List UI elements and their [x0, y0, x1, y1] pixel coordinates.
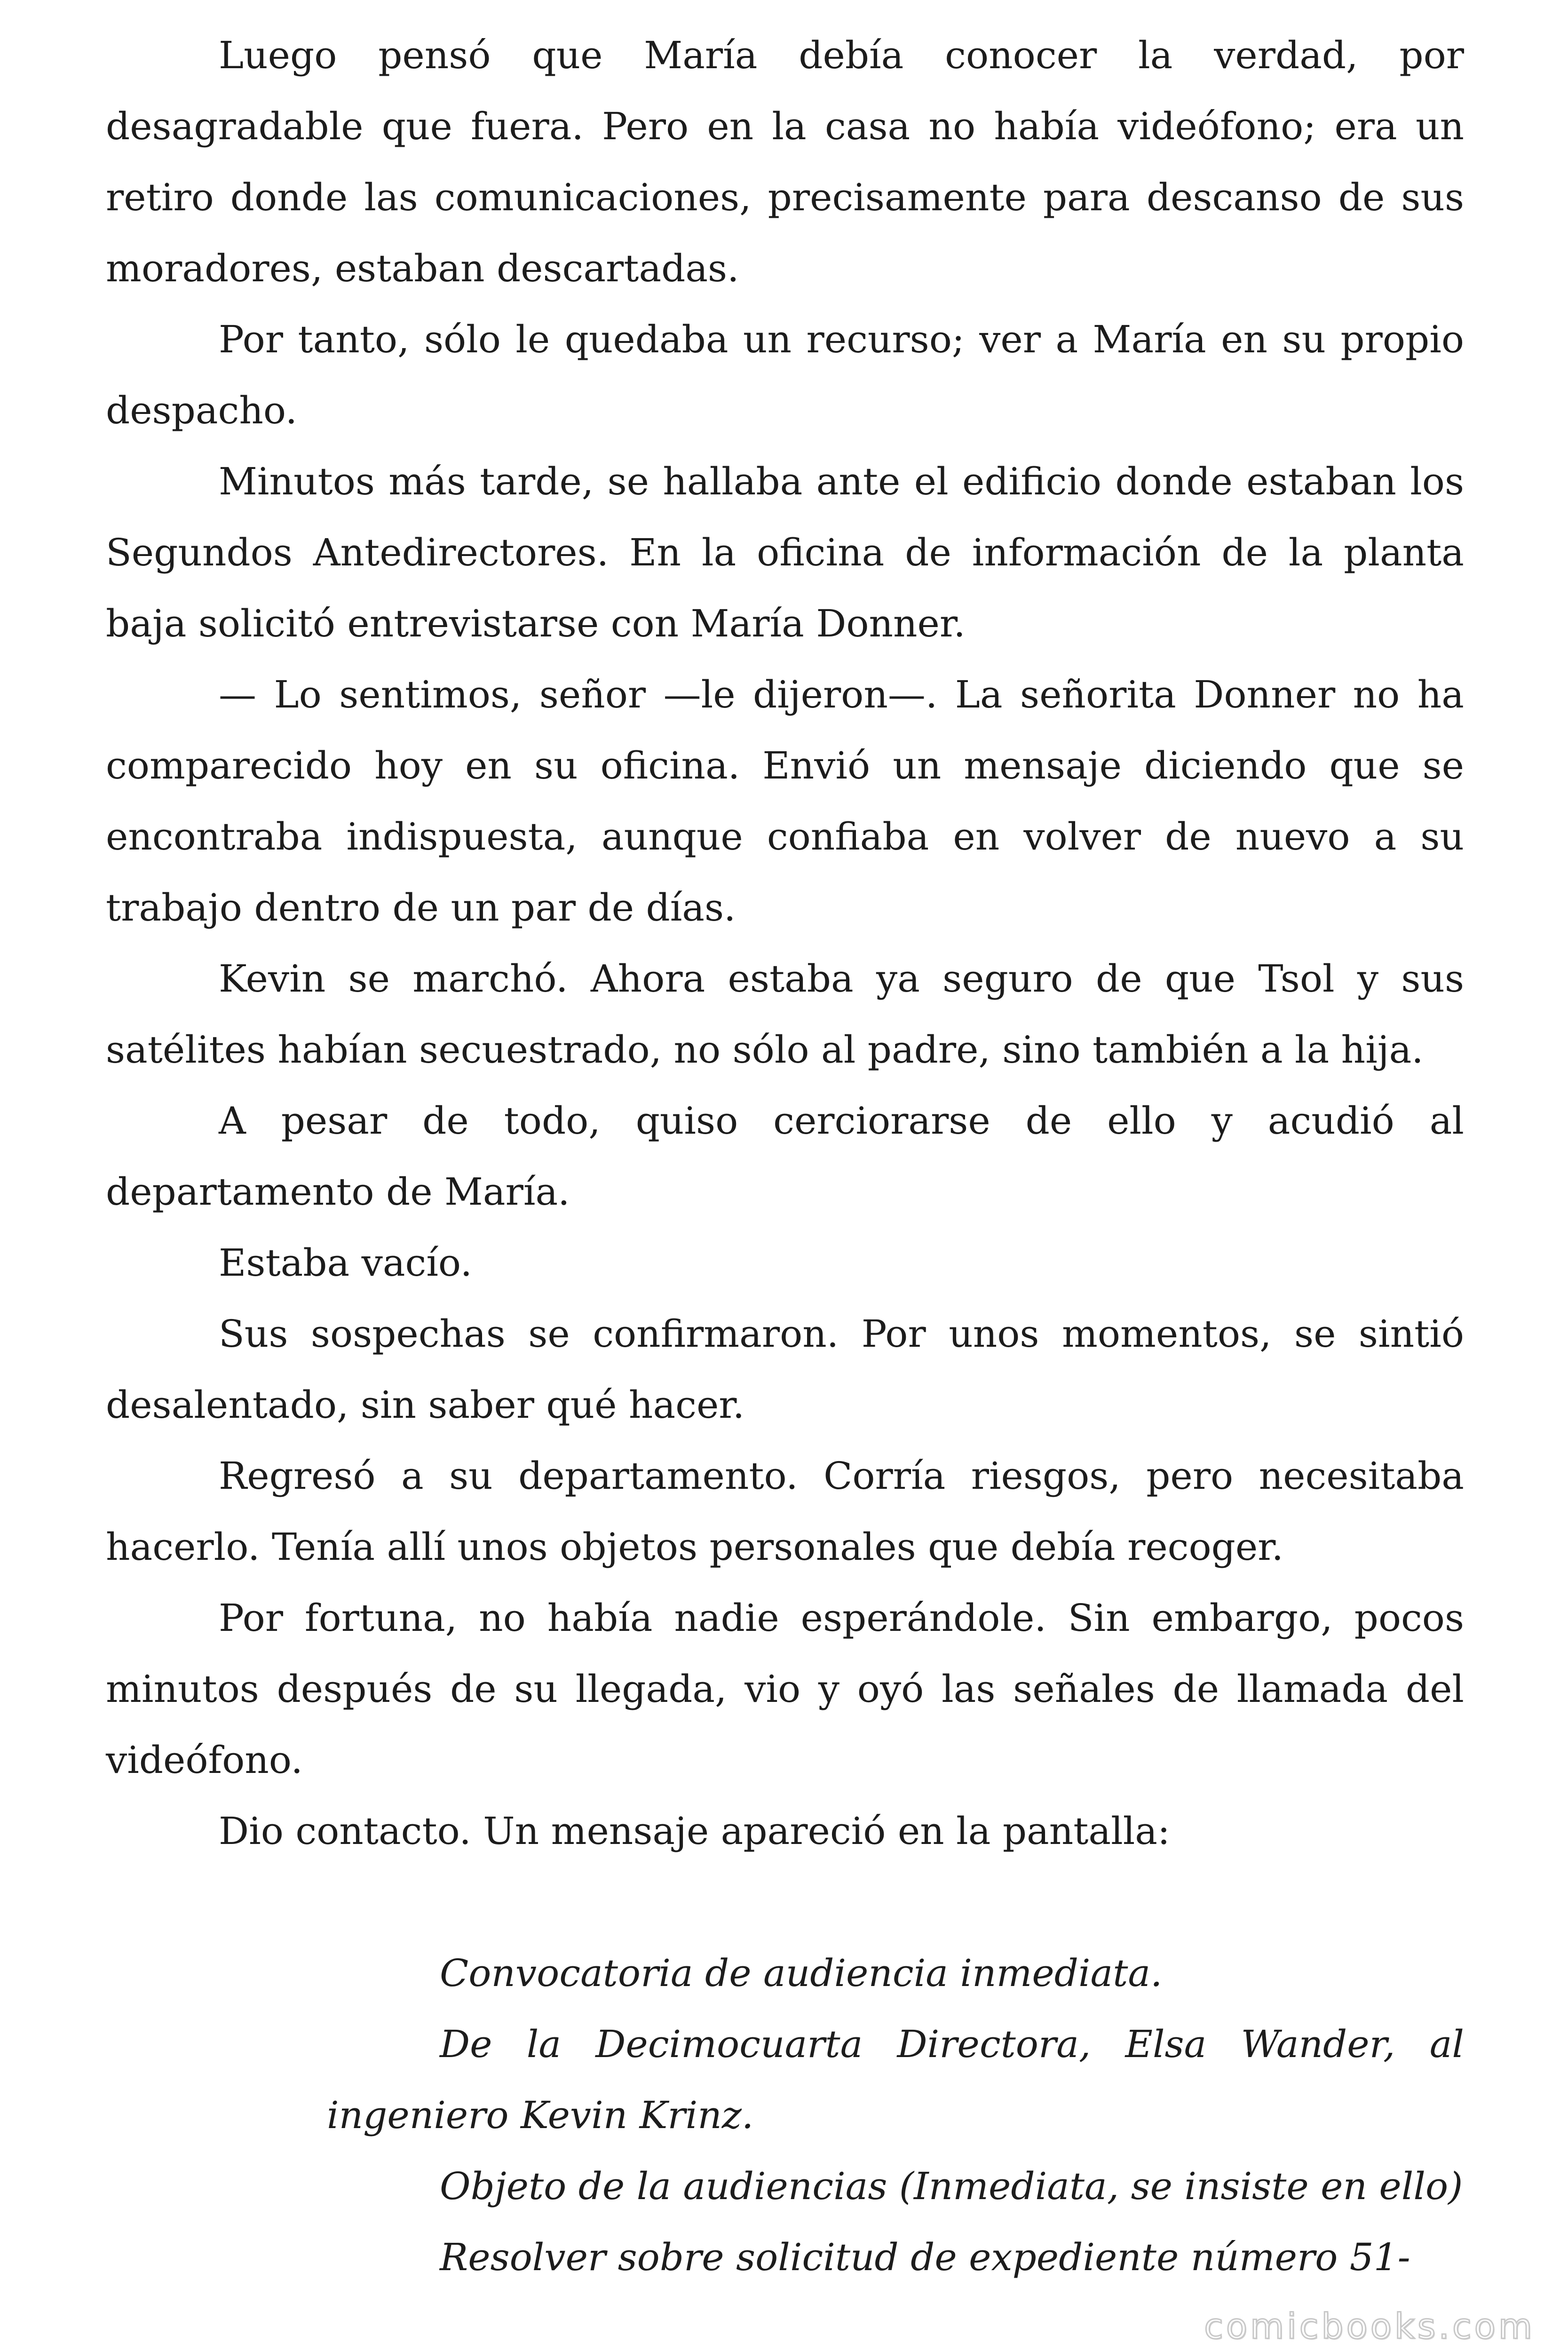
- paragraph: Sus sospechas se confirmaron. Por unos momentos, se sintió desalentado, sin saber qué hacer.: [106, 1312, 1464, 1427]
- paragraph: Regresó a su departamento. Corría riesgos, pero necesitaba hacerlo. Tenía allí unos objetos personales que debía recoger.: [106, 1454, 1464, 1569]
- paragraph: Luego pensó que María debía conocer la verdad, por desagradable que fuera. Pero en la casa no había videófono; era un retiro donde las comunicaciones, precisamente para descanso de sus moradores, estaban descartadas.: [106, 33, 1464, 290]
- message-line: Resolver sobre solicitud de expediente número 51-: [440, 2235, 1410, 2279]
- section-spacer: [106, 1867, 1464, 1938]
- paragraph: — Lo sentimos, señor —le dijeron—. La señorita Donner no ha comparecido hoy en su oficina. Envió un mensaje diciendo que se encontraba indispuesta, aunque confiaba en volver de nuevo a su trabajo dentro de un par de días.: [106, 673, 1464, 930]
- message-line: Convocatoria de audiencia inmediata.: [440, 1951, 1163, 1995]
- message-line: Objeto de la audiencias (Inmediata, se insiste en ello): [440, 2164, 1463, 2208]
- watermark: comicbooks.com: [1204, 2306, 1535, 2347]
- page-body: [106, 20, 1464, 2293]
- paragraph: Dio contacto. Un mensaje apareció en la pantalla:: [219, 1809, 1170, 1853]
- message-line: De la Decimocuarta Directora, Elsa Wander, al ingeniero Kevin Krinz.: [327, 2022, 1464, 2137]
- paragraph: Kevin se marchó. Ahora estaba ya seguro de que Tsol y sus satélites habían secuestrado, no sólo al padre, sino también a la hija.: [106, 957, 1464, 1072]
- paragraph: Estaba vacío.: [219, 1241, 473, 1285]
- paragraph: Minutos más tarde, se hallaba ante el edificio donde estaban los Segundos Antedirectores. En la oficina de información de la planta baja solicitó entrevistarse con María Donner.: [106, 460, 1464, 645]
- screen-message: [327, 1938, 1464, 2293]
- paragraph: Por fortuna, no había nadie esperándole. Sin embargo, pocos minutos después de su llegada, vio y oyó las señales de llamada del videófono.: [106, 1596, 1464, 1782]
- paragraph: Por tanto, sólo le quedaba un recurso; ver a María en su propio despacho.: [106, 318, 1464, 432]
- paragraph: A pesar de todo, quiso cerciorarse de ello y acudió al departamento de María.: [106, 1099, 1464, 1214]
